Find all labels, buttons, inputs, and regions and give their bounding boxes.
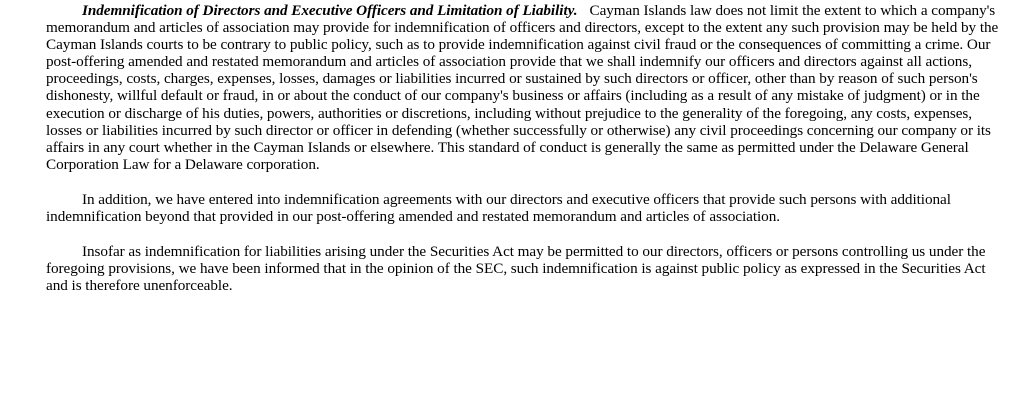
paragraph-agreements: [46, 191, 1004, 225]
paragraph-securities-act: [46, 243, 1004, 294]
paragraph-indemnification: [46, 0, 1004, 173]
section-heading: Indemnification of Directors and Executive Officers and Limitation of Liability.: [82, 2, 578, 19]
paragraph-text: Cayman Islands law does not limit the extent to which a company's memorandum and articles of association may provide for indemnification of officers and directors, except to the extent any such provision may be held by the Cayman Islands courts to be contrary to public policy, such as to provide indemnification against civil fraud or the consequences of committing a crime. Our post-offering amended and restated memorandum and articles of association provide that we shall indemnify our officers and directors against all actions, proceedings, costs, charges, expenses, losses, damages or liabilities incurred or sustained by such directors or officer, other than by reason of such person's dishonesty, willful default or fraud, in or about the conduct of our company's business or affairs (including as a result of any mistake of judgment) or in the execution or discharge of his duties, powers, authorities or discretions, including without prejudice to the generality of the foregoing, any costs, expenses, losses or liabilities incurred by such director or officer in defending (whether successfully or otherwise) any civil proceedings concerning our company or its affairs in any court whether in the Cayman Islands or elsewhere. This standard of conduct is generally the same as permitted under the Delaware General Corporation Law for a Delaware corporation.: [46, 2, 999, 173]
paragraph-text: In addition, we have entered into indemnification agreements with our directors and executive officers that provide such persons with additional indemnification beyond that provided in our post-offering amended and restated memorandum and articles of association.: [46, 190, 951, 226]
paragraph-text: Insofar as indemnification for liabilities arising under the Securities Act may be permitted to our directors, officers or persons controlling us under the foregoing provisions, we have been informed that in the opinion of the SEC, such indemnification is against public policy as expressed in the Securities Act and is therefore unenforceable.: [46, 243, 986, 295]
